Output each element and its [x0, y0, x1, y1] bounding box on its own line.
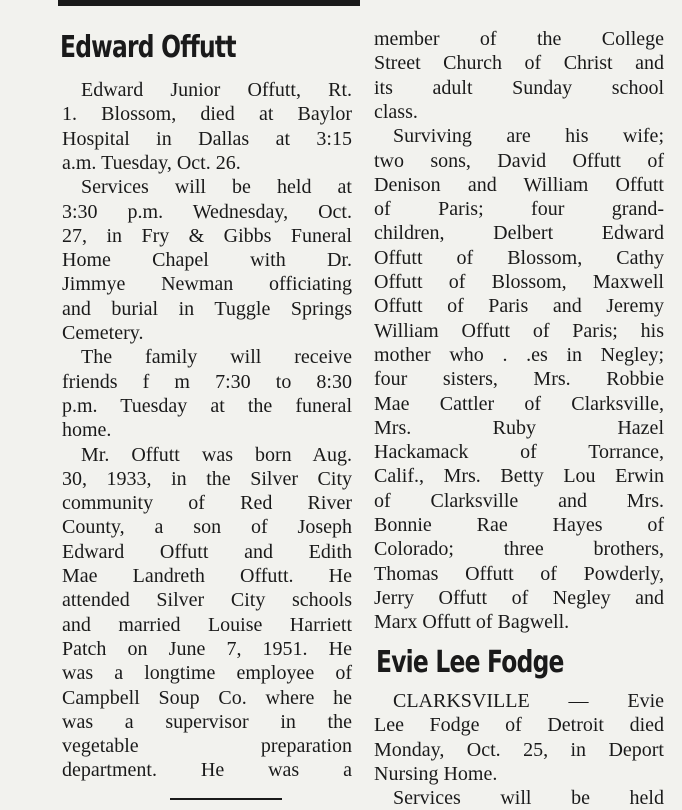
text-line: was a supervisor in the [62, 710, 352, 733]
text-line: Mae Cattler of Clarksville, [374, 392, 664, 415]
text-line: Thomas Offutt of Powderly, [374, 562, 664, 585]
text-line: mother who . .es in Negley; [374, 343, 664, 366]
text-line: Hospital in Dallas at 3:15 [62, 127, 352, 150]
text-line: Bonnie Rae Hayes of [374, 514, 664, 536]
text-line: Home Chapel with Dr. [62, 249, 352, 272]
text-line: The family will receive [81, 346, 352, 369]
text-line: of Paris; four grand- [374, 198, 664, 221]
text-line: of Clarksville and Mrs. [374, 489, 664, 512]
text-line: attended Silver City schools [62, 589, 352, 612]
text-line: Lee Fodge of Detroit died [374, 714, 664, 737]
text-line: was a longtime employee of [62, 662, 352, 685]
text-line: Street Church of Christ and [374, 52, 664, 75]
text-line: Hackamack of Torrance, [374, 441, 664, 464]
text-line: Mrs. Ruby Hazel [374, 416, 664, 439]
text-line: Offutt of Paris and Jeremy [374, 295, 664, 318]
text-line: Jerry Offutt of Negley and [374, 586, 664, 609]
text-line: Offutt of Blossom, Maxwell [374, 271, 664, 293]
text-line: Edward Junior Offutt, Rt. [81, 79, 352, 101]
text-line: member of the College [374, 28, 664, 50]
text-line: Edward Offutt and Edith [62, 540, 352, 563]
text-line: County, a son of Joseph [62, 516, 352, 539]
text-line: home. [62, 419, 112, 442]
text-line: and married Louise Harriett [62, 613, 352, 636]
text-line: two sons, David Offutt of [374, 149, 664, 172]
text-line: department. He was a [62, 759, 352, 782]
text-line: Services will be held at [81, 176, 352, 199]
text-line: 3:30 p.m. Wednesday, Oct. [62, 200, 352, 223]
column-top-rule [58, 0, 360, 6]
text-line: Mr. Offutt was born Aug. [81, 443, 352, 466]
text-line: Nursing Home. [374, 762, 498, 785]
text-line: Offutt of Blossom, Cathy [374, 246, 664, 269]
text-line: and burial in Tuggle Springs [62, 297, 352, 320]
text-line: Mae Landreth Offutt. He [62, 565, 352, 587]
text-line: Colorado; three brothers, [374, 538, 664, 561]
text-line: Monday, Oct. 25, in Deport [374, 738, 664, 761]
text-line: Patch on June 7, 1951. He [62, 637, 352, 660]
text-line: CLARKSVILLE — Evie [393, 690, 664, 712]
text-line: vegetable preparation [62, 735, 352, 758]
text-line: Marx Offutt of Bagwell. [374, 611, 570, 634]
text-line: class. [374, 100, 418, 123]
text-line: Campbell Soup Co. where he [62, 686, 352, 709]
text-line: Jimmye Newman officiating [62, 273, 352, 296]
text-line: Calif., Mrs. Betty Lou Erwin [374, 465, 664, 488]
headline-evie-lee-fodge: Evie Lee Fodge [376, 645, 564, 680]
text-line: William Offutt of Paris; his [374, 319, 664, 342]
headline-edward-offutt: Edward Offutt [60, 30, 236, 65]
text-line: p.m. Tuesday at the funeral [62, 394, 352, 417]
text-line: four sisters, Mrs. Robbie [374, 368, 664, 391]
text-line: community of Red River [62, 492, 352, 515]
text-line: Cemetery. [62, 322, 144, 344]
text-line: Surviving are his wife; [393, 125, 664, 148]
text-line: Services will be held [393, 787, 664, 810]
text-line: 1. Blossom, died at Baylor [62, 103, 352, 126]
column-bottom-rule [170, 798, 282, 800]
text-line: Denison and William Offutt [374, 173, 664, 196]
text-line: 27, in Fry & Gibbs Funeral [62, 224, 352, 247]
text-line: friends f m 7:30 to 8:30 [62, 370, 352, 393]
text-line: its adult Sunday school [374, 76, 664, 99]
text-line: children, Delbert Edward [374, 222, 664, 245]
text-line: a.m. Tuesday, Oct. 26. [62, 151, 241, 174]
text-line: 30, 1933, in the Silver City [62, 467, 352, 490]
